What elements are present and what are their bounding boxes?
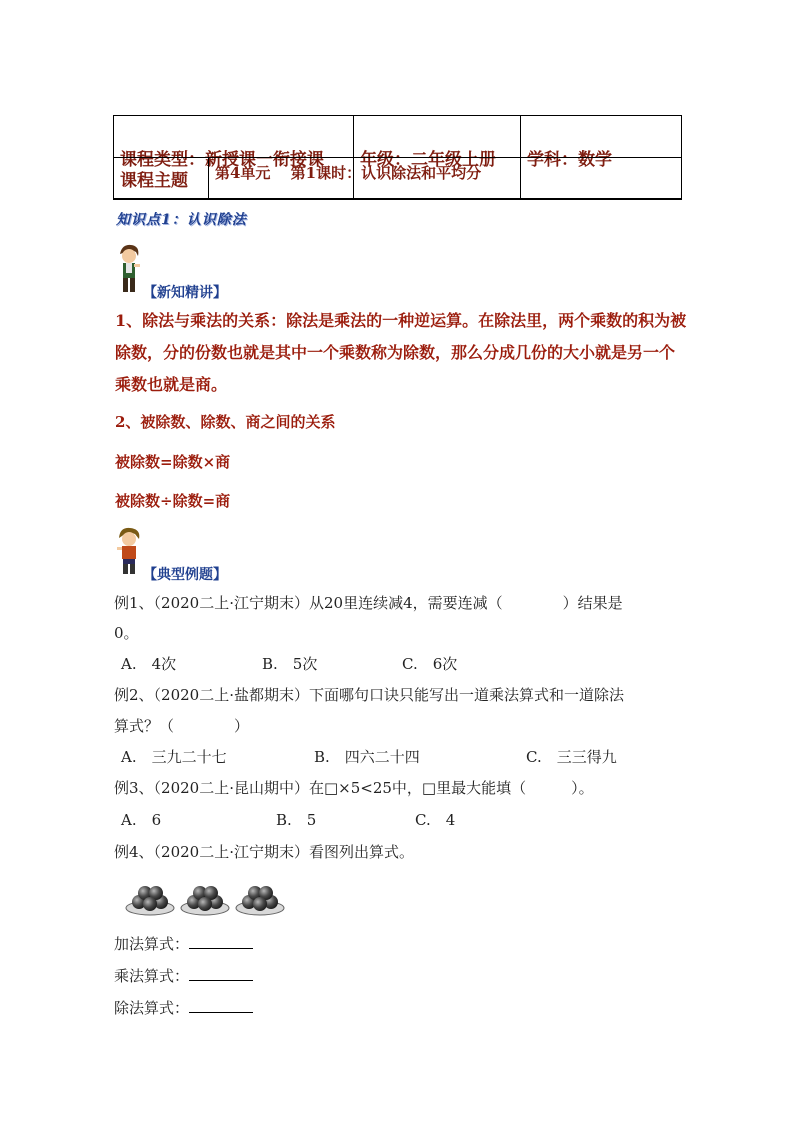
example-1-line-2: 0。 bbox=[114, 624, 139, 642]
example-2-option-b: B. 四六二十四 bbox=[314, 748, 420, 766]
example-1-option-a: A. 4次 bbox=[121, 655, 177, 673]
example-3-line: 例3、（2020二上·昆山期中）在□×5<25中，□里最大能填（ ）。 bbox=[114, 779, 594, 797]
knowledge-point-heading: 知识点1：认识除法 bbox=[116, 212, 247, 228]
plate-group-2 bbox=[181, 886, 229, 915]
example-2-line-2: 算式？（ ） bbox=[114, 717, 250, 735]
plate-group-1 bbox=[126, 886, 174, 915]
paragraph-line: 除数，分的份数也就是其中一个乘数称为除数，那么分成几份的大小就是另一个 bbox=[115, 343, 676, 362]
example-2-option-a: A. 三九二十七 bbox=[121, 748, 227, 766]
example-3-option-c: C. 4 bbox=[415, 811, 456, 829]
division-answer-label: 除法算式： bbox=[114, 999, 190, 1017]
paragraph-line: 1、除法与乘法的关系：除法是乘法的一种逆运算。在除法里，两个乘数的积为被 bbox=[115, 311, 687, 330]
example-1-option-b: B. 5次 bbox=[262, 655, 318, 673]
division-answer-blank[interactable] bbox=[189, 998, 253, 1013]
example-4-line: 例4、（2020二上·江宁期末）看图列出算式。 bbox=[114, 843, 414, 861]
addition-answer-blank[interactable] bbox=[189, 934, 253, 949]
course-topic-table bbox=[113, 157, 682, 200]
paragraph-line: 乘数也就是商。 bbox=[115, 375, 228, 394]
division-answer-row bbox=[114, 993, 253, 1023]
student-icon bbox=[114, 526, 144, 576]
formula-division: 被除数÷除数=商 bbox=[115, 492, 231, 510]
plates-with-balls-illustration bbox=[124, 880, 290, 918]
example-2-line-1: 例2、（2020二上·盐都期末）下面哪句口诀只能写出一道乘法算式和一道除法 bbox=[114, 686, 624, 704]
plate-group-3 bbox=[236, 886, 284, 915]
section-new-knowledge-title: 【新知精讲】 bbox=[143, 285, 227, 301]
formula-multiplication: 被除数=除数×商 bbox=[115, 453, 231, 471]
addition-answer-label: 加法算式： bbox=[114, 935, 190, 953]
example-2-option-c: C. 三三得九 bbox=[526, 748, 617, 766]
example-1-line-1: 例1、（2020二上·江宁期末）从20里连续减4，需要连减（ ）结果是 bbox=[114, 594, 623, 612]
multiplication-answer-row bbox=[114, 961, 253, 991]
example-3-option-b: B. 5 bbox=[276, 811, 317, 829]
example-1-option-c: C. 6次 bbox=[402, 655, 458, 673]
course-type-cell: 课程类型：新授课一衔接课 bbox=[114, 116, 354, 199]
topic-label-cell: 课程主题 bbox=[114, 158, 209, 200]
teacher-icon bbox=[114, 242, 144, 294]
topic-value-cell: 第4单元 第1课时：认识除法和平均分 bbox=[209, 158, 682, 200]
point-2-heading: 2、被除数、除数、商之间的关系 bbox=[115, 413, 336, 431]
grade-cell: 年级：二年级上册 bbox=[354, 116, 521, 199]
example-3-option-a: A. 6 bbox=[121, 811, 162, 829]
section-examples-title: 【典型例题】 bbox=[143, 567, 227, 583]
multiplication-answer-blank[interactable] bbox=[189, 966, 253, 981]
relation-paragraph bbox=[115, 305, 695, 401]
subject-cell: 学科：数学 bbox=[521, 116, 682, 199]
addition-answer-row bbox=[114, 929, 253, 959]
multiplication-answer-label: 乘法算式： bbox=[114, 967, 190, 985]
